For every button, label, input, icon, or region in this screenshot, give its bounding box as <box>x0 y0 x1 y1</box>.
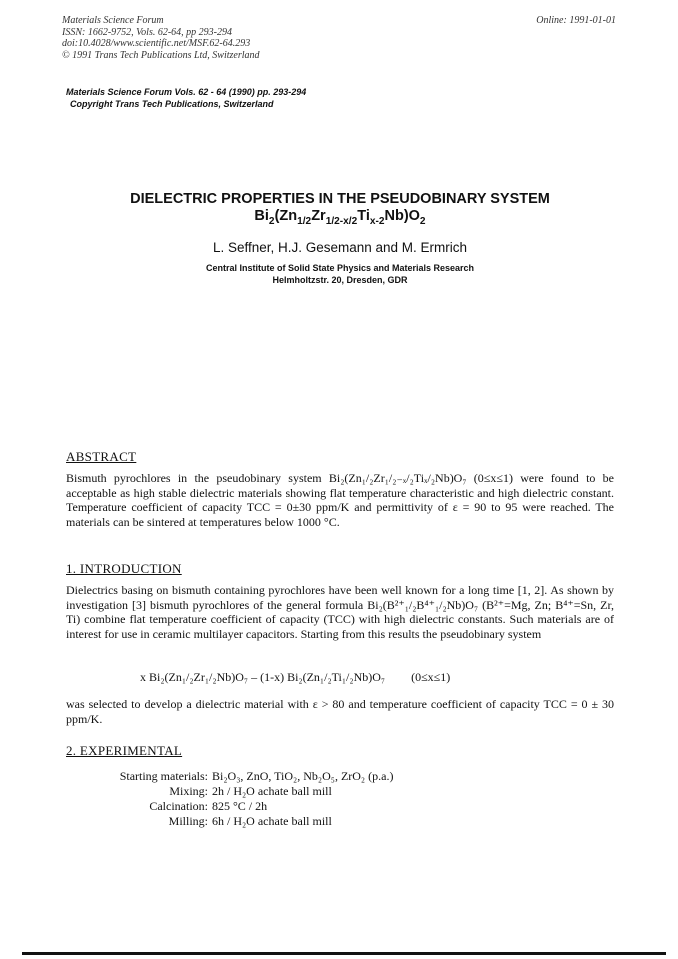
abstract-body <box>66 471 614 529</box>
title-formula <box>60 208 620 227</box>
formula-sub: 2 <box>419 215 426 227</box>
experimental-label: Milling: <box>168 814 208 828</box>
experimental-row <box>90 784 393 799</box>
formula-part: Nb)O <box>384 208 420 224</box>
experimental-label: Calcination: <box>149 799 208 813</box>
formula-part: Bi <box>254 208 269 224</box>
abstract-text-1: Bismuth pyrochlores in the pseudobinary system <box>66 471 329 485</box>
introduction-heading: 1. INTRODUCTION <box>66 561 182 576</box>
experimental-row <box>90 769 393 784</box>
experimental-row <box>90 814 393 829</box>
experimental-label: Mixing: <box>169 784 208 798</box>
issn-line: ISSN: 1662-9752, Vols. 62-64, pp 293-294 <box>62 26 232 38</box>
introduction-conclusion <box>66 697 614 726</box>
formula-part: (Zn <box>274 208 298 224</box>
experimental-value: 2h / H₂O achate ball mill <box>212 784 332 798</box>
journal-name: Materials Science Forum <box>62 15 164 26</box>
online-date: Online: 1991-01-01 <box>536 15 616 26</box>
experimental-row <box>90 799 393 814</box>
experimental-value: 6h / H₂O achate ball mill <box>212 814 332 828</box>
formula-sub: 1/2 <box>297 215 312 227</box>
series-line-2: Copyright Trans Tech Publications, Switzerland <box>70 99 274 109</box>
experimental-value: Bi₂O₃, ZnO, TiO₂, Nb₂O₅, ZrO₂ (p.a.) <box>212 769 394 783</box>
affiliation-line-2: Helmholtzstr. 20, Dresden, GDR <box>272 275 408 285</box>
footer-rule <box>22 952 666 955</box>
paper-title: DIELECTRIC PROPERTIES IN THE PSEUDOBINARY SYSTEM <box>130 191 550 207</box>
intro-text-2: (B²⁺=Mg, Zn; B⁴⁺=Sn, Zr, Ti) combine flat temperature coefficient of capacity (TCC) with high dielectric constants. Such materials are of interest for use in ceramic multilayer capacitors. Starting from this results the pseudobinary system <box>66 597 614 641</box>
authors: L. Seffner, H.J. Gesemann and M. Ermrich <box>212 240 468 255</box>
doi-link[interactable]: doi:10.4028/www.scientific.net/MSF.62-64.293 <box>62 38 251 49</box>
intro-text-1: Dielectrics basing on bismuth containing pyrochlores have been well known for a long time [1, 2]. As shown by investigation [3] bismuth pyrochlores of the general formula <box>66 583 614 612</box>
publication-metadata <box>62 15 260 61</box>
formula-part: Zr <box>311 208 326 224</box>
series-line-1: Materials Science Forum Vols. 62 - 64 (1990) pp. 293-294 <box>66 87 307 97</box>
experimental-table <box>90 769 393 829</box>
intro-formula: Bi₂(B²⁺₁/₂B⁴⁺₁/₂Nb)O₇ <box>367 597 479 612</box>
formula-sub: x-2 <box>369 215 385 227</box>
experimental-label: Starting materials: <box>119 769 208 783</box>
abstract-heading: ABSTRACT <box>66 449 137 464</box>
experimental-heading: 2. EXPERIMENTAL <box>66 743 183 758</box>
formula-part: Ti <box>357 208 370 224</box>
affiliation <box>60 262 620 286</box>
abstract-formula: Bi₂(Zn₁/₂Zr₁/₂₋ₓ/₂Tiₓ/₂Nb)O₇ <box>328 471 467 485</box>
abstract-text-2: (0≤x≤1) were found to be acceptable as high stable dielectric materials showing flat temperature characteristic and high dielectric constant. Temperature coefficient of capacity TCC = 0±30 ppm/K and permittivity of ε = 90 to 95 were reached. The materials can be sintered at temperatures below 1000 °C. <box>66 471 614 529</box>
equation-condition: (0≤x≤1) <box>411 670 451 684</box>
formula-sub: 2 <box>268 215 275 227</box>
system-equation <box>140 670 450 685</box>
series-citation <box>66 86 306 110</box>
introduction-body <box>66 583 614 641</box>
formula-sub: 1/2-x/2 <box>325 215 358 227</box>
copyright-line: © 1991 Trans Tech Publications Ltd, Switzerland <box>62 49 260 61</box>
intro-text-3: was selected to develop a dielectric material with ε > 80 and temperature coefficient of capacity TCC = 0 ± 30 ppm/K. <box>66 697 614 726</box>
equation-text: x Bi₂(Zn₁/₂Zr₁/₂Nb)O₇ – (1-x) Bi₂(Zn₁/₂Ti₁/₂Nb)O₇ <box>140 670 386 684</box>
affiliation-line-1: Central Institute of Solid State Physics and Materials Research <box>205 263 475 273</box>
experimental-value: 825 °C / 2h <box>212 799 268 813</box>
